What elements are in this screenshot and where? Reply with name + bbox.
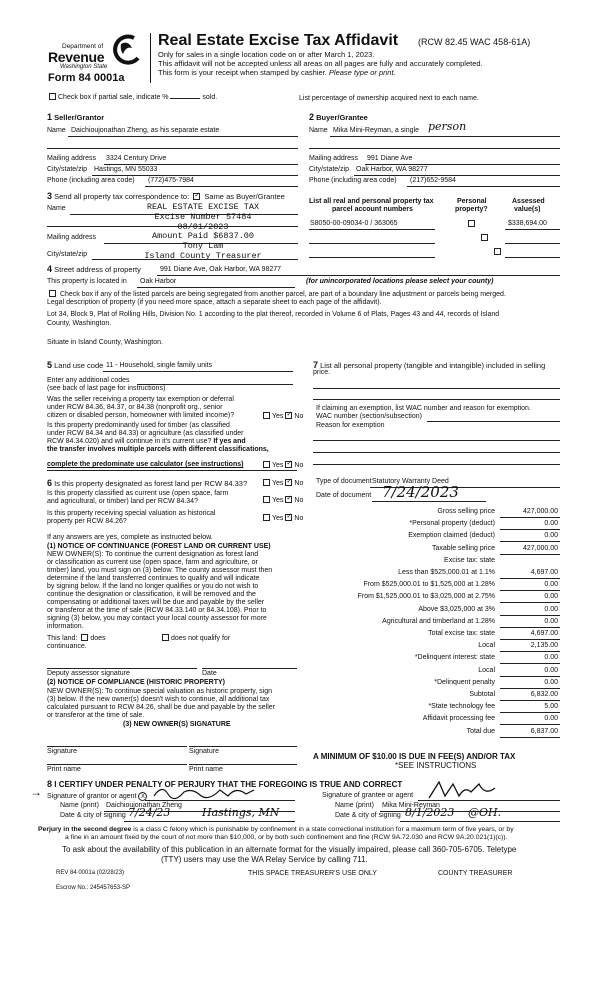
calc-value[interactable]: 6,832.00 — [530, 691, 558, 698]
s6-q2-line1: Is this property classified as current use (open space, farm — [47, 490, 229, 497]
calc-value[interactable]: 0.00 — [544, 520, 558, 527]
buyer-mail-line — [365, 164, 560, 165]
grantor-sig-line — [145, 800, 295, 801]
personal-checkbox-3[interactable] — [494, 248, 501, 255]
calc-line — [500, 541, 560, 542]
calc-line — [500, 651, 560, 652]
form-title: Real Estate Excise Tax Affidavit — [158, 32, 399, 49]
seller-mail-line — [104, 164, 298, 165]
s6-q2-line2: and agricultural, or timber) land per RCW 84.34? — [47, 498, 198, 505]
stamp-line2: Excise Number 57484 — [154, 211, 252, 222]
buyer-phone-label: Phone (including area code) — [309, 177, 397, 184]
boundary-row: Check box if any of the listed parcels are being segregated from another parcel, are part of a boundary line adjustment or parcels being merged. — [47, 290, 506, 299]
calc-label: Agricultural and timberland at 1.28% — [382, 618, 495, 625]
grantor-sig-label: Signature of grantor or agent X — [47, 792, 147, 801]
calc-label: Gross selling price — [437, 508, 495, 515]
deputy-line — [47, 668, 197, 669]
personal-checkbox-1[interactable] — [468, 220, 475, 227]
location-label: This property is located in — [47, 278, 127, 285]
seller-phone-label: Phone (including area code) — [47, 177, 135, 184]
c1-line10: information. — [47, 623, 84, 630]
continuance-text: continuance. — [47, 643, 87, 650]
same-as-buyer-checkbox[interactable] — [193, 193, 200, 200]
section3-heading: 3 Send all property tax correspondence to: ✓ Same as Buyer/Grantee — [47, 191, 285, 202]
parcel-header1: List all real and personal property tax — [309, 198, 434, 205]
calc-line — [500, 724, 560, 725]
seller-phone-line — [145, 186, 298, 187]
county-treasurer-label: COUNTY TREASURER — [438, 870, 513, 877]
treasurer-stamp — [128, 203, 278, 262]
header-line3 — [158, 69, 396, 78]
does-not-row: does not qualify for — [160, 634, 230, 643]
calc-label: *State technology fee — [428, 703, 495, 710]
doc-type[interactable]: Statutory Warranty Deed — [372, 478, 449, 485]
calc-label: Exemption claimed (deduct) — [408, 532, 495, 539]
c1-line9: signing (3) below, you may contact your local county assessor for more — [47, 615, 267, 622]
legal-label: Legal description of property (if you need more space, attach a separate sheet to each page of the affidavit). — [47, 299, 382, 306]
q2-answers: Yes✓ No — [261, 461, 303, 470]
c1-line2: or classification as current use (open space, farm and agriculture, or — [47, 559, 258, 566]
owner-sig-label1: Signature — [47, 748, 77, 755]
value-line2 — [505, 243, 560, 244]
property-address[interactable]: 991 Diane Ave, Oak Harbor, WA 98277 — [160, 266, 282, 273]
c1-line6: continue the designation or classification, it will be removed and the — [47, 591, 256, 598]
seller-city-line — [92, 175, 298, 176]
s6-q3-answers: Yes✓ No — [261, 514, 303, 523]
section3-mail-label: Mailing address — [47, 234, 97, 241]
calc-label: Total excise tax: state — [428, 630, 495, 637]
partial-sale-checkbox[interactable] — [49, 93, 56, 100]
calc-label: Above $3,025,000 at 3% — [418, 606, 495, 613]
calc-line — [500, 737, 560, 738]
calc-label: *Delinquent penalty — [434, 679, 495, 686]
calc-label: Taxable selling price — [431, 545, 495, 552]
section6-q1: 6 Is this property designated as forest land per RCW 84.33? — [47, 478, 248, 488]
owner-print-label1: Print name — [47, 766, 81, 773]
partial-sale-sold: sold. — [202, 94, 218, 101]
c1-line8: or transferor at the time of sale (RCW 84.33.140 or 84.34.108). Prior to — [47, 607, 267, 614]
treasurer-use-label: THIS SPACE TREASURER'S USE ONLY — [248, 870, 377, 877]
form-number: Form 84 0001a — [48, 72, 125, 84]
calc-line — [500, 676, 560, 677]
calc-label: From $525,000.01 to $1,525,000 at 1.28% — [363, 581, 495, 588]
calc-label: Excise tax: state — [444, 557, 495, 564]
doc-date-line — [372, 501, 486, 502]
q2-line1: Is this property predominantly used for timber (as classified — [47, 422, 230, 429]
grantor-signature[interactable] — [150, 784, 280, 800]
x-mark-icon: X — [138, 792, 147, 801]
header-line3b: Please type or print. — [328, 68, 396, 77]
c1-line7: compensating or additional taxes will be due and payable by the seller — [47, 599, 265, 606]
seller-name-line — [68, 136, 298, 137]
calc-value[interactable]: 0.00 — [544, 593, 558, 600]
deputy-date-line — [202, 668, 297, 669]
dept-line2: Revenue — [48, 49, 105, 65]
owner-print-label2: Print name — [189, 766, 223, 773]
s6q2-yes-checkbox[interactable] — [263, 496, 270, 503]
grantor-date-label: Date & city of signing — [60, 812, 126, 819]
q2-line2: under RCW 84.34 and 84.33) or agriculture (as classified under — [47, 430, 244, 437]
grantor-city[interactable]: Hastings, MN — [202, 806, 280, 819]
calc-value[interactable]: 4,697.00 — [530, 630, 558, 637]
q2-line5: complete the predominate use calculator (see instructions) — [47, 461, 244, 468]
calc-label: Subtotal — [469, 691, 495, 698]
calc-line — [500, 712, 560, 713]
grantee-date[interactable]: 8/1/2023 — [405, 806, 455, 819]
q2-line4: the transfer involves multiple parcels with different classifications, — [47, 446, 269, 453]
owner-sig-line1 — [47, 746, 187, 747]
legal-text2[interactable]: County, Washington. — [47, 320, 112, 327]
calc-value[interactable]: 0.00 — [544, 715, 558, 722]
calc-label: *Delinquent interest: state — [414, 654, 495, 661]
owner-print-line1 — [47, 764, 187, 765]
calc-label: Local — [478, 667, 495, 674]
section5-divider — [47, 470, 297, 471]
section3-name-label: Name — [47, 205, 66, 212]
seller-mail-label: Mailing address — [47, 155, 97, 162]
land-use-line — [103, 371, 293, 372]
s6-q3-line2: property per RCW 84.26? — [47, 518, 127, 525]
add-codes-label2: (see back of last page for instructions) — [47, 385, 166, 392]
q2-line3: RCW 84.34.020) and will continue in it's current use? If yes and — [47, 438, 246, 445]
deputy-date-label: Date — [202, 670, 217, 677]
alternate-format-1: To ask about the availability of this publication in an alternate format for the visually impaired, please call 360-705-6705. Teletype — [62, 845, 517, 854]
location-value[interactable]: Oak Harbor — [140, 278, 177, 285]
partial-sale-row — [47, 93, 217, 102]
grantee-date-label: Date & city of signing — [335, 812, 401, 819]
q1-line1: Was the seller receiving a property tax exemption or deferral — [47, 396, 234, 403]
exempt-label2: WAC number (section/subsection) — [316, 413, 422, 420]
c2-line2: (3) below. If the new owner(s) doesn't wish to continue, all additional tax — [47, 696, 270, 703]
exempt-label1: If claiming an exemption, list WAC number and reason for exemption. — [316, 405, 531, 412]
reason-line2 — [313, 452, 560, 453]
buyer-name[interactable]: Mika Mini-Reyman, a single — [333, 127, 419, 134]
buyer-city-line — [354, 175, 560, 176]
buyer-name-handwritten: person — [428, 120, 467, 133]
s6-q2-answers: Yes✓ No — [261, 496, 303, 505]
pp-line1 — [313, 388, 560, 389]
perjury-line1: Perjury in the second degree is a class C felony which is punishable by confinement in a state correctional institution for a maximum term of five years, or by — [38, 826, 514, 833]
calc-value[interactable]: 0.00 — [544, 618, 558, 625]
location-line — [137, 287, 295, 288]
calc-line — [500, 663, 560, 664]
calc-line — [500, 529, 560, 530]
assessed-value[interactable]: $338,694.00 — [508, 220, 547, 227]
partial-sale-percent-field[interactable] — [170, 98, 200, 99]
parcel-number[interactable]: S8050-00-09034-0 / 363065 — [310, 220, 398, 227]
c1-line4: determine if the land transferred continues to qualify and will indicate — [47, 575, 260, 582]
grantee-sig-label: Signature of grantee or agent — [322, 792, 414, 799]
boundary-checkbox[interactable] — [49, 290, 56, 297]
calc-line — [500, 554, 560, 555]
calc-value[interactable]: 0.00 — [544, 581, 558, 588]
grantee-name[interactable]: Mika Mini-Reyman — [382, 802, 440, 809]
personal-header1: Personal — [457, 198, 487, 205]
seller-phone[interactable]: (772)475-7984 — [148, 177, 194, 184]
owner-sig-line2 — [189, 746, 297, 747]
s6-q3-line1: Is this property receiving special valuation as historical — [47, 510, 216, 517]
seller-name-label: Name — [47, 127, 66, 134]
section7-heading: 7 List all personal property (tangible and intangible) included in selling — [313, 360, 546, 370]
q1-answers: Yes✓ No — [261, 412, 303, 421]
see-instructions: *SEE INSTRUCTIONS — [395, 761, 477, 770]
calc-line — [500, 602, 560, 603]
c2-line1: NEW OWNER(S): To continue special valuation as historic property, sign — [47, 688, 272, 695]
c1-line1: NEW OWNER(S): To continue the current designation as forest land — [47, 551, 259, 558]
seller-mail[interactable]: 3324 Century Drive — [106, 155, 167, 162]
q2-no-checkbox[interactable] — [285, 461, 292, 468]
calc-value[interactable]: 0.00 — [544, 667, 558, 674]
buyer-mail[interactable]: 991 Diane Ave — [367, 155, 413, 162]
buyer-city[interactable]: Oak Harbor, WA 98277 — [356, 166, 428, 173]
q2-yes-checkbox[interactable] — [263, 461, 270, 468]
c1-line5: by signing below. If the land no longer qualifies or you do not wish to — [47, 583, 259, 590]
q1-line2: under RCW 84.36, 84.37, or 84.38 (nonprofit org., senior — [47, 404, 223, 411]
calc-value[interactable]: 0.00 — [544, 679, 558, 686]
c1-line3: timber) land, you must sign on (3) below. The county assessor must then — [47, 567, 273, 574]
reason-line3 — [313, 464, 560, 465]
owner-sig-label2: Signature — [189, 748, 219, 755]
grantee-name-label: Name (print) — [335, 802, 374, 809]
if-any-yes: If any answers are yes, complete as instructed below. — [47, 534, 213, 541]
header-line1: Only for sales in a single location code on or after March 1, 2023. — [158, 50, 375, 59]
new-owner-signature-heading: (3) NEW OWNER(S) SIGNATURE — [123, 721, 231, 728]
parcel-line3 — [309, 257, 435, 258]
buyer-heading: 2 Buyer/Grantee — [309, 112, 368, 122]
s6q3-no-checkbox[interactable] — [285, 514, 292, 521]
form-rcw: (RCW 82.45 WAC 458-61A) — [418, 37, 531, 47]
reason-line1 — [313, 440, 560, 441]
dept-line1: Department of — [62, 43, 104, 50]
stamp-line6: Island County Treasurer — [144, 250, 262, 261]
value-line1 — [505, 229, 560, 230]
calc-line — [500, 590, 560, 591]
alternate-format-2: (TTY) users may use the WA Relay Service by calling 711. — [161, 855, 368, 864]
calc-value[interactable]: 2,135.00 — [530, 642, 558, 649]
header-line3a: This form is your receipt when stamped by cashier. — [158, 68, 327, 77]
calc-label: Total due — [466, 728, 495, 735]
grantee-city[interactable]: @OH. — [468, 806, 502, 819]
s6q3-yes-checkbox[interactable] — [263, 514, 270, 521]
address-line — [157, 275, 560, 276]
buyer-name-label: Name — [309, 127, 328, 134]
grantor-date[interactable]: 7/24/23 — [128, 806, 171, 819]
situate-text[interactable]: Situate in Island County, Washington. — [47, 339, 163, 346]
doc-date[interactable]: 7/24/2023 — [382, 483, 459, 501]
buyer-blank-line — [309, 148, 560, 149]
arrow-icon: → — [30, 785, 42, 799]
q1-no-checkbox[interactable] — [285, 412, 292, 419]
calc-line — [500, 615, 560, 616]
section4-heading: 4 Street address of property — [47, 264, 141, 274]
stamp-line1: REAL ESTATE EXCISE TAX — [146, 202, 260, 212]
reason-label: Reason for exemption — [316, 422, 385, 429]
stamp-line4: Amount Paid $6837.00 — [151, 231, 255, 242]
doc-type-label: Type of document — [316, 478, 372, 485]
does-checkbox[interactable] — [81, 634, 88, 641]
calc-value[interactable]: 4,697.00 — [530, 569, 558, 576]
calc-label: Less than $525,000.01 at 1.1% — [398, 569, 495, 576]
parcel-line1 — [309, 229, 435, 230]
grantee-sig-line — [418, 800, 560, 801]
doc-date-label: Date of document — [316, 492, 372, 499]
calc-label: From $1,525,000.01 to $3,025,000 at 2.75% — [357, 593, 495, 600]
grantor-date-line — [124, 821, 295, 822]
personal-header2: property? — [455, 206, 488, 213]
section7-label2: price. — [313, 369, 331, 376]
calc-line — [500, 517, 560, 518]
buyer-city-label: City/state/zip — [309, 166, 350, 173]
grantor-name[interactable]: Daichioujonathan Zheng — [106, 802, 182, 809]
seller-city-label: City/state/zip — [47, 166, 88, 173]
grantor-name-label: Name (print) — [60, 802, 99, 809]
perjury-line2: a fine in an amount fixed by the court of not more than $10,000, or by both such confinement and fine (RCW 9A.72.030 and RCW 9A.20.021(1)(c)). — [65, 834, 508, 841]
seller-blank-line — [47, 148, 298, 149]
location-note: (for unincorporated locations please select your county) — [306, 278, 494, 285]
calc-value[interactable]: 6,837.00 — [530, 728, 558, 735]
buyer-mail-label: Mailing address — [309, 155, 359, 162]
calc-value[interactable]: 0.00 — [544, 654, 558, 661]
certify-heading: 8 I CERTIFY UNDER PENALTY OF PERJURY THAT THE FOREGOING IS TRUE AND CORRECT — [47, 779, 403, 789]
calc-line — [500, 700, 560, 701]
calc-line — [500, 688, 560, 689]
ownership-note: List percentage of ownership acquired next to each name. — [299, 95, 479, 102]
header-line2: This affidavit will not be accepted unless all areas on all pages are fully and accurately completed. — [158, 59, 483, 68]
land-use-code[interactable]: 11 - Household, single family units — [106, 362, 213, 369]
this-land-row: This land: does — [47, 635, 106, 642]
calc-label: *Personal property (deduct) — [409, 520, 495, 527]
c2-line3: calculated pursuant to RCW 84.26, shall be due and payable by the seller — [47, 704, 276, 711]
continuance-heading: (1) NOTICE OF CONTINUANCE (FOREST LAND OR CURRENT USE) — [47, 543, 271, 550]
s6q1-no-checkbox[interactable] — [285, 479, 292, 486]
section5-heading: 5 Land use code — [47, 360, 104, 370]
add-codes-label1: Enter any additional codes — [47, 377, 130, 384]
add-codes-line — [137, 384, 293, 385]
calc-line — [500, 578, 560, 579]
does-not-checkbox[interactable] — [162, 634, 169, 641]
escrow-number: Escrow No.: 245457653-SP — [56, 885, 131, 891]
value-line3 — [505, 257, 560, 258]
s6q1-yes-checkbox[interactable] — [263, 479, 270, 486]
s6-q1-answers: Yes✓ No — [261, 479, 303, 488]
seller-name[interactable]: Daichioujonathan Zheng, as his separate estate — [71, 127, 220, 134]
assessed-header1: Assessed — [512, 198, 545, 205]
assessed-header2: value(s) — [514, 206, 541, 213]
deputy-label: Deputy assessor signature — [47, 670, 130, 677]
q1-yes-checkbox[interactable] — [263, 412, 270, 419]
calc-line — [500, 639, 560, 640]
calc-label: Affidavit processing fee — [422, 715, 495, 722]
q1-line3: citizen or disabled person, homeowner with limited income)? — [47, 412, 235, 419]
parcel-line2 — [309, 243, 435, 244]
calc-line — [500, 627, 560, 628]
s6q2-no-checkbox[interactable] — [285, 496, 292, 503]
wac-line — [427, 421, 560, 422]
pp-line2 — [313, 399, 560, 400]
c2-line4: or transferor at the time of sale. — [47, 712, 145, 719]
rev-number: REV 84 0001a (02/28/23) — [56, 870, 125, 876]
owner-print-line2 — [189, 764, 297, 765]
calc-value[interactable]: 427,000.00 — [522, 508, 558, 515]
buyer-phone[interactable]: (217)652-9584 — [410, 177, 456, 184]
parcel-header2: parcel account numbers — [332, 206, 413, 213]
partial-sale-label: Check box if partial sale, indicate % — [58, 94, 169, 101]
personal-checkbox-2[interactable] — [481, 234, 488, 241]
seller-city[interactable]: Hastings, MN 55033 — [94, 166, 158, 173]
minimum-notice: A MINIMUM OF $10.00 IS DUE IN FEE(S) AND/OR TAX — [313, 752, 516, 761]
buyer-phone-line — [407, 186, 560, 187]
calc-value[interactable]: 5.00 — [544, 703, 558, 710]
calc-value[interactable]: 427,000.00 — [522, 545, 558, 552]
legal-text1[interactable]: Lot 34, Block 9, Plat of Rolling Hills, Division No. 1 according to the plat thereof, recorded in Volume 6 of Plats, Pages 43 and 44, records of Island — [47, 311, 500, 318]
calc-label: Local — [478, 642, 495, 649]
stamp-line5: Tony Lam — [182, 241, 224, 252]
dept-line3: Washington State — [60, 64, 108, 70]
grantee-date-line — [400, 821, 560, 822]
revenue-logo-icon — [112, 34, 142, 66]
header-divider — [150, 33, 151, 83]
compliance-heading: (2) NOTICE OF COMPLIANCE (HISTORIC PROPERTY) — [47, 679, 225, 686]
stamp-line3: 08/01/2023 — [177, 221, 229, 232]
grantee-signature[interactable] — [425, 780, 505, 800]
calc-value[interactable]: 0.00 — [544, 606, 558, 613]
buyer-name-line — [330, 136, 560, 137]
section3-city-label: City/state/zip — [47, 251, 88, 258]
calc-value[interactable]: 0.00 — [544, 532, 558, 539]
seller-heading: 1 Seller/Grantor — [47, 112, 105, 122]
